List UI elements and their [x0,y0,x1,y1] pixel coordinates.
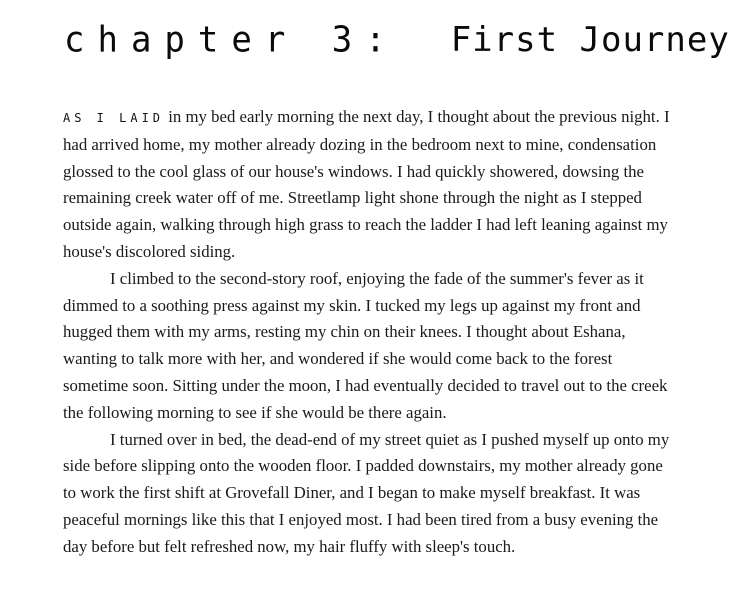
paragraph-3 [63,427,675,561]
chapter-title: First Journey [450,20,730,60]
paragraph-1 [63,104,675,266]
chapter-body [63,104,675,561]
chapter-heading [64,20,730,68]
paragraph-text: I climbed to the second-story roof, enjoying the fade of the summer's fever as it dimmed to a soothing press against my skin. I tucked my legs up against my front and hugged them with my arms, resting my chin on their knees. I thought about Eshana, wanting to talk more with her, and wondered if she would come back to the forest sometime soon. Sitting under the moon, I had eventually decided to travel out to the creek the following morning to see if she would be there again. [63,268,668,422]
paragraph-lead-in: AS I LAID [63,111,165,125]
paragraph-2 [63,266,675,427]
paragraph-text: I turned over in bed, the dead-end of my street quiet as I pushed myself up onto my side before slipping onto the wooden floor. I padded downstairs, my mother already gone to work the first shift at Grovefall Diner, and I began to make myself breakfast. It was peaceful mornings like this that I enjoyed most. I had been tired from a busy evening the day before but felt refreshed now, my hair fluffy with sleep's touch. [63,429,670,556]
paragraph-text: in my bed early morning the next day, I thought about the previous night. I had arrived home, my mother already dozing in the bedroom next to mine, condensation glossed to the cool glass of our house's windows. I had quickly showered, dowsing the remaining creek water off of me. Streetlamp light shone through the night as I stepped outside again, walking through high grass to reach the ladder I had left leaning against my house's discolored siding. [63,107,670,261]
chapter-number: chapter 3: [64,19,399,61]
